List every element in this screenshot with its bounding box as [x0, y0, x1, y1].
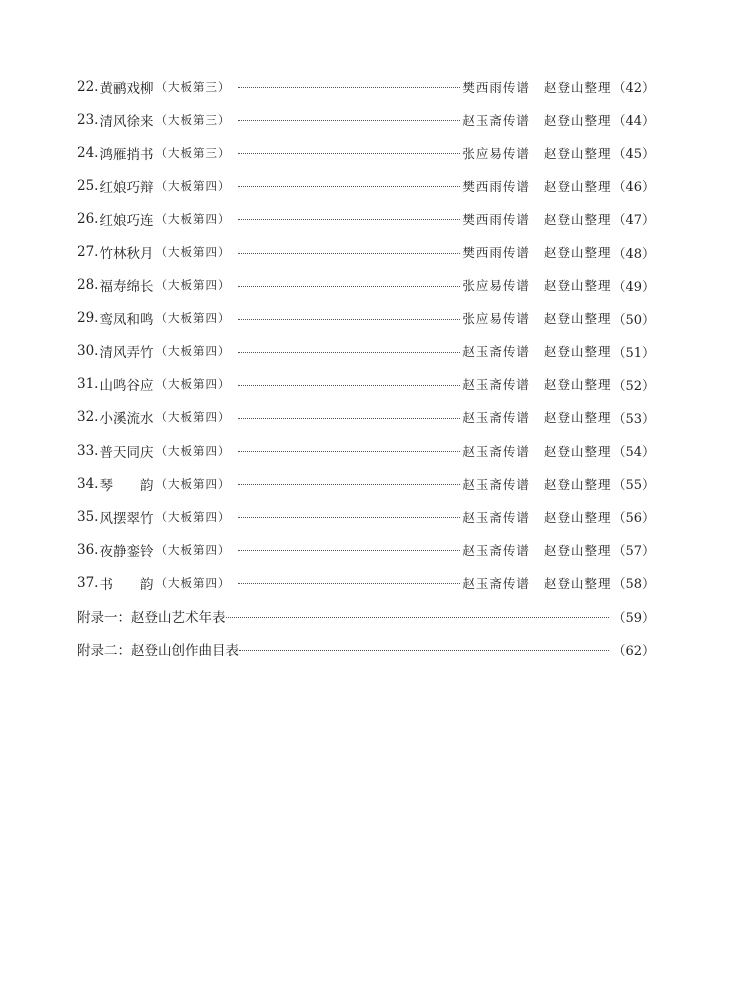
entry-title: 清风弄竹	[99, 345, 154, 362]
entry-arranger: 赵登山整理	[543, 575, 612, 591]
dot-leader	[238, 319, 460, 320]
entry-title: 小溪流水	[99, 411, 154, 428]
entry-transcriber: 张应易传谱	[462, 278, 530, 294]
entry-title: 清风徐来	[99, 113, 154, 130]
entry-mode: （大板第四）	[155, 410, 231, 425]
entry-mode: （大板第四）	[155, 509, 231, 524]
dot-leader	[238, 87, 460, 88]
entry-mode: （大板第四）	[155, 344, 231, 359]
entry-page: （44）	[612, 114, 655, 130]
entry-page: （57）	[612, 544, 655, 560]
entry-page: （47）	[612, 213, 655, 229]
entry-page: （49）	[612, 279, 655, 295]
entry-mode: （大板第四）	[155, 443, 231, 458]
dot-leader	[226, 617, 610, 618]
toc-entry-36	[77, 533, 655, 566]
entry-number: 22.	[77, 78, 99, 95]
toc-entry-35	[77, 500, 655, 533]
entry-title: 鸾凤和鸣	[99, 312, 154, 329]
toc-entry-32	[77, 401, 655, 434]
entry-number: 36.	[77, 541, 99, 558]
entry-number: 23.	[77, 111, 99, 128]
entry-mode: （大板第四）	[155, 575, 231, 590]
entry-title: 红娘巧连	[99, 212, 154, 229]
entry-mode: （大板第三）	[155, 112, 231, 127]
entry-number: 27.	[77, 244, 99, 261]
entry-title: 黄鹂戏柳	[99, 80, 154, 97]
toc-entry-26	[77, 202, 655, 235]
entry-page: （58）	[612, 577, 655, 593]
dot-leader	[238, 418, 460, 419]
entry-mode: （大板第四）	[155, 311, 231, 326]
entry-page: （52）	[612, 378, 655, 394]
entry-title: 普天同庆	[99, 444, 154, 461]
entry-arranger: 赵登山整理	[543, 311, 612, 327]
entry-transcriber: 赵玉斋传谱	[462, 112, 530, 128]
entry-page: （46）	[612, 180, 655, 196]
entry-mode: （大板第四）	[155, 245, 231, 260]
table-of-contents	[77, 70, 655, 666]
dot-leader	[238, 120, 460, 121]
toc-entry-34	[77, 467, 655, 500]
entry-transcriber: 樊西雨传谱	[462, 211, 530, 227]
entry-title: 红娘巧辩	[99, 179, 154, 196]
entry-mode: （大板第四）	[155, 278, 231, 293]
entry-arranger: 赵登山整理	[543, 476, 612, 492]
entry-arranger: 赵登山整理	[543, 145, 612, 161]
dot-leader	[238, 352, 460, 353]
entry-mode: （大板第三）	[155, 79, 231, 94]
dot-leader	[238, 550, 460, 551]
entry-page: （50）	[612, 312, 655, 328]
appendix-title: 附录二：赵登山创作曲目表	[77, 643, 239, 660]
entry-transcriber: 赵玉斋传谱	[462, 377, 530, 393]
entry-number: 32.	[77, 409, 99, 426]
toc-entry-37	[77, 566, 655, 599]
appendix-page: （62）	[612, 643, 655, 659]
entry-arranger: 赵登山整理	[543, 211, 612, 227]
entry-arranger: 赵登山整理	[543, 377, 612, 393]
toc-entry-23	[77, 103, 655, 136]
toc-entry-29	[77, 302, 655, 335]
entry-mode: （大板第四）	[155, 211, 231, 226]
entry-transcriber: 赵玉斋传谱	[462, 575, 530, 591]
entry-page: （54）	[612, 445, 655, 461]
toc-entry-22	[77, 70, 655, 103]
dot-leader	[238, 219, 460, 220]
appendix-title: 附录一：赵登山艺术年表	[77, 610, 226, 627]
entry-number: 35.	[77, 508, 99, 525]
entry-transcriber: 樊西雨传谱	[462, 79, 530, 95]
toc-entry-25	[77, 169, 655, 202]
entry-number: 37.	[77, 574, 99, 591]
entry-transcriber: 赵玉斋传谱	[462, 509, 530, 525]
entry-mode: （大板第四）	[155, 542, 231, 557]
entry-title: 夜静銮铃	[99, 543, 154, 560]
entry-transcriber: 赵玉斋传谱	[462, 344, 530, 360]
entry-transcriber: 张应易传谱	[462, 311, 530, 327]
entry-arranger: 赵登山整理	[543, 443, 612, 459]
entry-number: 28.	[77, 277, 99, 294]
entry-number: 26.	[77, 210, 99, 227]
entry-transcriber: 赵玉斋传谱	[462, 542, 530, 558]
entry-mode: （大板第三）	[155, 145, 231, 160]
entry-arranger: 赵登山整理	[543, 79, 612, 95]
entry-transcriber: 樊西雨传谱	[462, 245, 530, 261]
dot-leader	[238, 484, 460, 485]
toc-appendix-1	[77, 600, 655, 633]
dot-leader	[238, 286, 460, 287]
entry-arranger: 赵登山整理	[543, 278, 612, 294]
entry-mode: （大板第四）	[155, 178, 231, 193]
dot-leader	[238, 517, 460, 518]
toc-entry-24	[77, 136, 655, 169]
entry-arranger: 赵登山整理	[543, 112, 612, 128]
entry-arranger: 赵登山整理	[543, 344, 612, 360]
entry-number: 24.	[77, 144, 99, 161]
entry-arranger: 赵登山整理	[543, 410, 612, 426]
entry-page: （55）	[612, 478, 655, 494]
dot-leader	[238, 186, 460, 187]
dot-leader	[238, 253, 460, 254]
toc-entry-28	[77, 269, 655, 302]
entry-transcriber: 赵玉斋传谱	[462, 443, 530, 459]
entry-page: （48）	[612, 246, 655, 262]
entry-title: 山鸣谷应	[99, 378, 154, 395]
entry-title: 鸿雁捎书	[99, 146, 154, 163]
entry-transcriber: 樊西雨传谱	[462, 178, 530, 194]
entry-arranger: 赵登山整理	[543, 509, 612, 525]
entry-page: （56）	[612, 511, 655, 527]
toc-appendix-2	[77, 633, 655, 666]
entry-title: 书 韵	[99, 576, 154, 593]
entry-title: 福寿绵长	[99, 279, 154, 296]
dot-leader	[239, 650, 609, 651]
entry-page: （51）	[612, 345, 655, 361]
entry-mode: （大板第四）	[155, 377, 231, 392]
toc-entry-31	[77, 368, 655, 401]
entry-number: 30.	[77, 343, 99, 360]
entry-transcriber: 赵玉斋传谱	[462, 410, 530, 426]
entry-page: （45）	[612, 147, 655, 163]
dot-leader	[238, 153, 460, 154]
entry-transcriber: 赵玉斋传谱	[462, 476, 530, 492]
entry-page: （42）	[612, 81, 655, 97]
entry-mode: （大板第四）	[155, 476, 231, 491]
entry-title: 风摆翠竹	[99, 510, 154, 527]
toc-entry-33	[77, 434, 655, 467]
dot-leader	[238, 385, 460, 386]
entry-number: 34.	[77, 475, 99, 492]
entry-title: 琴 韵	[99, 477, 154, 494]
toc-entry-27	[77, 235, 655, 268]
entry-number: 25.	[77, 177, 99, 194]
entry-page: （53）	[612, 411, 655, 427]
entry-transcriber: 张应易传谱	[462, 145, 530, 161]
entry-arranger: 赵登山整理	[543, 542, 612, 558]
entry-title: 竹林秋月	[99, 246, 154, 263]
entry-number: 31.	[77, 376, 99, 393]
toc-entry-30	[77, 335, 655, 368]
dot-leader	[238, 451, 460, 452]
entry-number: 29.	[77, 310, 99, 327]
appendix-page: （59）	[612, 610, 655, 626]
entry-arranger: 赵登山整理	[543, 245, 612, 261]
dot-leader	[238, 583, 460, 584]
entry-number: 33.	[77, 442, 99, 459]
entry-arranger: 赵登山整理	[543, 178, 612, 194]
